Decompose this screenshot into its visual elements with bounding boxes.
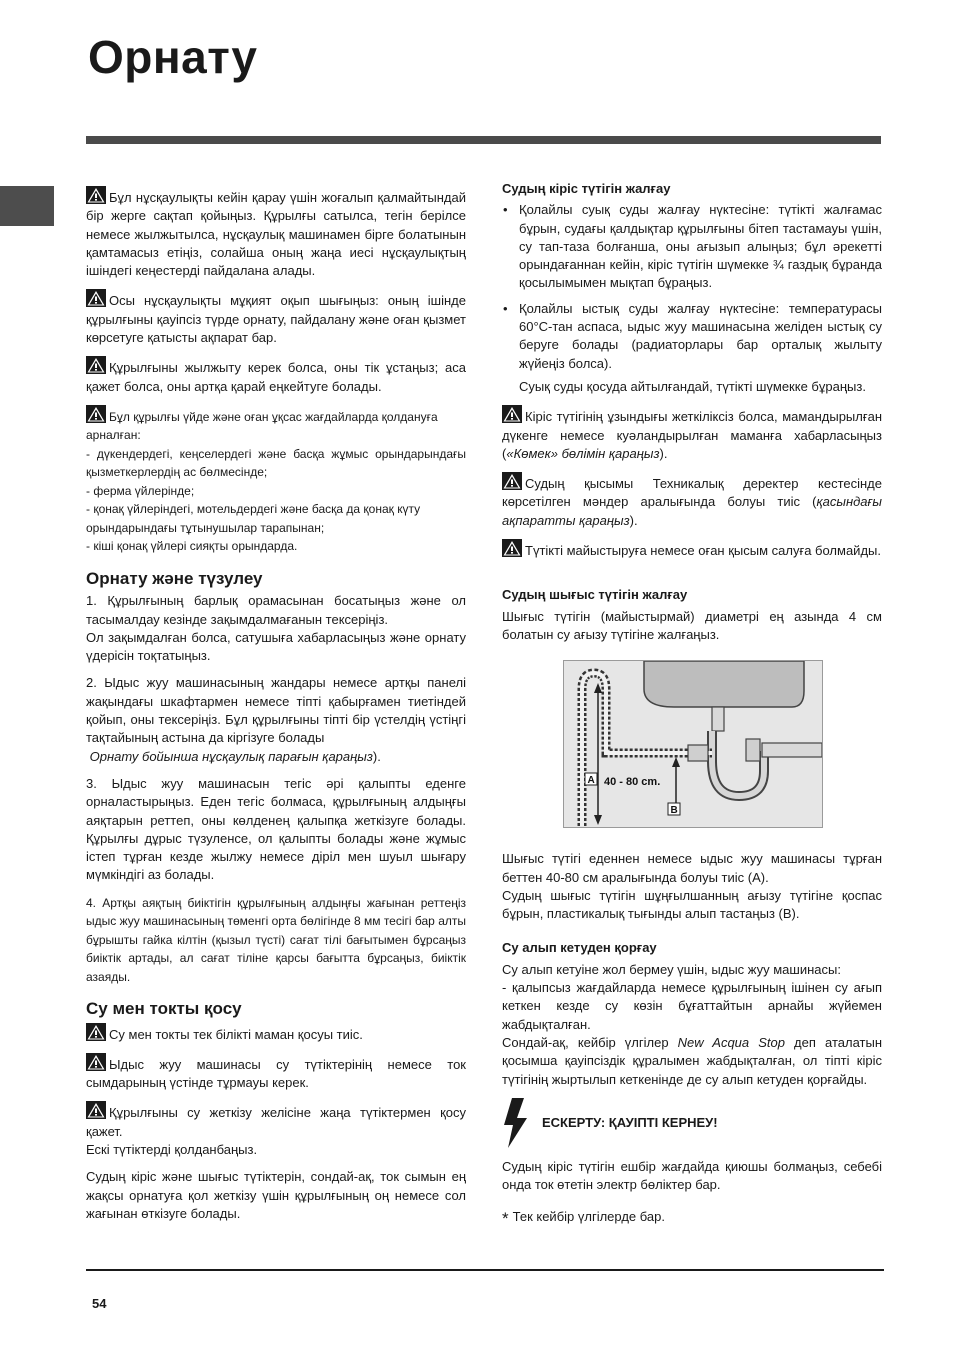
section-heading-water-power: Су мен токты қосу: [86, 999, 242, 1019]
outlet-height-text: Шығыс түтігі еденнен немесе ыдыс жуу машинасы тұрған беттен 40-80 см аралығында болуы тиіс (A).: [502, 851, 882, 885]
warning-triangle-icon: [86, 1101, 106, 1119]
warning-triangle-icon: [502, 539, 522, 557]
step-2-reference: Орнату бойынша нұсқаулық парағын қараңыз: [89, 748, 373, 764]
intro-paragraph-4: [86, 405, 466, 556]
warning-triangle-icon: [86, 405, 106, 423]
inlet-list: [502, 201, 882, 373]
footer-divider: [86, 1269, 884, 1271]
footnote-text: Тек кейбір үлгілерде бар.: [512, 1209, 665, 1225]
intro-paragraph-2: Осы нұсқаулықты мұқият оқып шығыңыз: оның ішінде құрылғыны қауіпсіз түрде орнату, пайдалану және оған қызмет көрсетуге қатысты ақпарат бар.: [86, 289, 466, 347]
note-hose-length: Кіріс түтігінің ұзындығы жеткіліксіз болса, мамандырылған дүкенге немесе куәландырылған маманға хабарласыңыз («Көмек» бөлімін қараңыз).: [502, 405, 882, 463]
sink-basin: [644, 661, 804, 707]
water-note-2: Ыдыс жуу машинасы су түтіктерінің немесе ток сымдарының үстінде тұрмауы керек.: [86, 1053, 466, 1093]
water-note-4: Судың кіріс және шығыс түтіктерін, сондай-ақ, ток сымын ең жақсы орнатуға қол жеткізу үшін құрылғының оң немесе сол жағынан өткізуге болады.: [86, 1169, 466, 1221]
warning-triangle-icon: [502, 405, 522, 423]
danger-warning: [502, 1098, 882, 1148]
water-note-3: Құрылғыны су жеткізу желісіне жаңа түтіктермен қосу қажет.: [86, 1101, 466, 1141]
water-note-3b: Ескі түтіктерді қолданбаңыз.: [86, 1142, 258, 1157]
lightning-bolt-icon: [502, 1098, 530, 1148]
drain-pipe: [712, 707, 724, 731]
usage-scope-item: - кіші қонақ үйлері сияқты орындарда.: [86, 539, 298, 554]
adjacent-info-reference: қасындағы ақпаратты қараңыз: [502, 494, 882, 528]
warning-triangle-icon: [86, 1023, 106, 1041]
warning-triangle-icon: [86, 356, 106, 374]
title-divider: [86, 136, 881, 144]
right-column: [502, 180, 882, 1229]
note-pressure: Судың қысымы Техникалық деректер кестесінде көрсетілген мәндер аралығында болуы тиіс (қасындағы ақпаратты қараңыз).: [502, 472, 882, 530]
step-2: 2. Ыдыс жуу машинасының жандары немесе артқы панелі жақындағы шкафтармен немесе тіпті қабырғамен тиетіндей қойып, оны тексеріңіз. Бұл құрылғыны тіпті бір үстелдің үстіңгі тақтайының астына да кіргізуге болады Орнату бойынша нұсқаулық парағын қараңыз).: [86, 675, 466, 764]
page-number: 54: [92, 1296, 107, 1311]
usage-scope-text: Бұл құрылғы үйде және оған ұқсас жағдайларда қолдануға арналған:: [86, 409, 438, 443]
language-tab-marker: [0, 186, 54, 226]
diagram-label-a: A: [587, 775, 595, 787]
step-4: 4. Артқы аяқтың биіктігін құрылғының алдыңғы жағынан реттеңіз ыдыс жуу машинасының төменгі орта бөлігінде 8 мм тесігі бар алты бұрышты гайка кілтін (қызыл түсті) сағат тілі бағытымен бұрсаңыз биіктік артады, ал сағат тіліне қарсы бағытта бұрсаңыз, биіктік азаяды.: [86, 895, 466, 984]
warning-triangle-icon: [86, 186, 106, 204]
outlet-plug-text: Судың шығыс түтігін шұңғылшанның ағызу түтігіне қоспас бұрын, пластикалық тығынды алып тастаңыз (B).: [502, 887, 882, 922]
intro-paragraph-3: Құрылғыны жылжыту керек болса, оны тік ұстаңыз; аса қажет болса, оны артқа қарай еңкейтуге болады.: [86, 356, 466, 396]
danger-text: Судың кіріс түтігін ешбір жағдайда қиюшы болмаңыз, себебі онда ток өтетін электр бөліктер бар.: [502, 1158, 882, 1193]
inlet-hot-item: • Қолайлы ыстық суды жалғау нүктесіне: температурасы 60°C-тан аспаса, ыдыс жуу машинасына желіден ыстық су беруге болады (радиаторлары бар орталық жылыту жүйеңіз болса).: [503, 300, 882, 371]
left-column: [86, 186, 466, 1232]
intro-paragraph-1: Бұл нұсқаулықты кейін қарау үшін жоғалып қалмайтындай бір жерге сақтап қойыңыз. Құрылғы сатылса, тегін берілсе немесе жылжытылса, нұсқаулық машинамен бірге болатынын қамтамасыз етіңіз, солайша оның жаңа иесі нұсқаулықтың ішіндегі кеңестерді пайдалана алады.: [86, 186, 466, 280]
page-title: Орнату: [88, 31, 258, 83]
help-section-reference: «Көмек» бөлімін қараңыз: [506, 445, 660, 461]
acqua-stop-brand: New Acqua Stop: [677, 1034, 785, 1050]
inlet-cold-item: • Қолайлы суық суды жалғау нүктесіне: түтікті жалғамас бұрын, судағы қалдықтар құрылғыны бітеп тастамауы үшін, су тап-таза болғанша, оны ағызып алыңыз; бұл әрекетті орындағаннан кейін, кіріс түтігін шүмекке ¾ газдық бұранда қосылымымен мықтап бұраңыз.: [503, 202, 882, 291]
warning-triangle-icon: [86, 1053, 106, 1071]
warning-triangle-icon: [86, 289, 106, 307]
flood-text-3: Сондай-ақ, кейбір үлгілер New Acqua Stop деп аталатын қосымша қауіпсіздік құралымен жабдықталған, ол тіпті кіріс түтігінің жыртылып кеткенінде де су алып кетуден қорғайды.: [502, 1034, 882, 1087]
outlet-text: Шығыс түтігін (майыстырмай) диаметрі ең азында 4 см болатын су ағызу түтігіне жалғаңыз.: [502, 608, 882, 642]
outlet-heading: Судың шығыс түтігін жалғау: [502, 587, 688, 603]
note-hose-bend: Түтікті майыстыруға немесе оған қысым салуға болмайды.: [502, 539, 882, 560]
flood-text-1: Су алып кетуіне жол бермеу үшін, ыдыс жуу машинасы:: [502, 961, 841, 977]
inlet-heading: Судың кіріс түтігін жалғау: [502, 181, 671, 196]
diagram-label-b: B: [670, 805, 678, 817]
danger-title: ЕСКЕРТУ: ҚАУІПТІ КЕРНЕУ!: [542, 1114, 718, 1130]
drain-hose-diagram: [563, 660, 823, 828]
footnote-star: *: [502, 1209, 509, 1229]
footnote: [502, 1208, 882, 1228]
water-note-1: Су мен токты тек білікті маман қосуы тиіс.: [86, 1023, 466, 1044]
inlet-hot-item-b: Суық суды қосуда айтылғандай, түтікті шүмекке бұраңыз.: [519, 378, 866, 394]
flood-text-2: - қалыпсыз жағдайларда немесе құрылғының ішінен су ағып кеткен кезде су көзін бұғаттайтын арнайы жүйемен жабдықталған.: [502, 980, 882, 1032]
step-1b: Ол зақымдалған болса, сатушыға хабарласыңыз және орнату үдерісін тоқтатыңыз.: [86, 629, 466, 664]
flood-heading: Су алып кетуден қорғау: [502, 940, 657, 956]
usage-scope-item: - қонақ үйлеріндегі, мотельдердегі және басқа да қонақ күту орындарындағы тұтынушылар тарапынан;: [86, 502, 421, 535]
step-1: 1. Құрылғының барлық орамасынан босатыңыз және ол тасымалдау кезінде зақымдалмағанын тексеріңіз.: [86, 593, 466, 627]
usage-scope-item: - ферма үйлерінде;: [86, 483, 195, 498]
step-3: 3. Ыдыс жуу машинасын тегіс әрі қалыпты еденге орналастырыңыз. Еден тегіс болмаса, құрылғының алдыңғы аяқтарын реттеп, оны көлденең қалыпқа жеткізуге болады. Құрылғы дұрыс түзуленсе, ол қалыпты болады және жұмыс істеп тұрған кезде жылжу немесе діріл мен шуыл шығару мүмкіндігі аз болады.: [86, 775, 466, 883]
wall-outlet-pipe: [762, 743, 822, 757]
warning-triangle-icon: [502, 472, 522, 490]
usage-scope-item: - дүкендердегі, кеңселердегі және басқа жұмыс орындарындағы қызметкерлердің ас бөлмесінде;: [86, 446, 466, 480]
diagram-height-label: 40 - 80 cm.: [604, 776, 661, 789]
section-heading-installation: Орнату және түзулеу: [86, 568, 263, 588]
